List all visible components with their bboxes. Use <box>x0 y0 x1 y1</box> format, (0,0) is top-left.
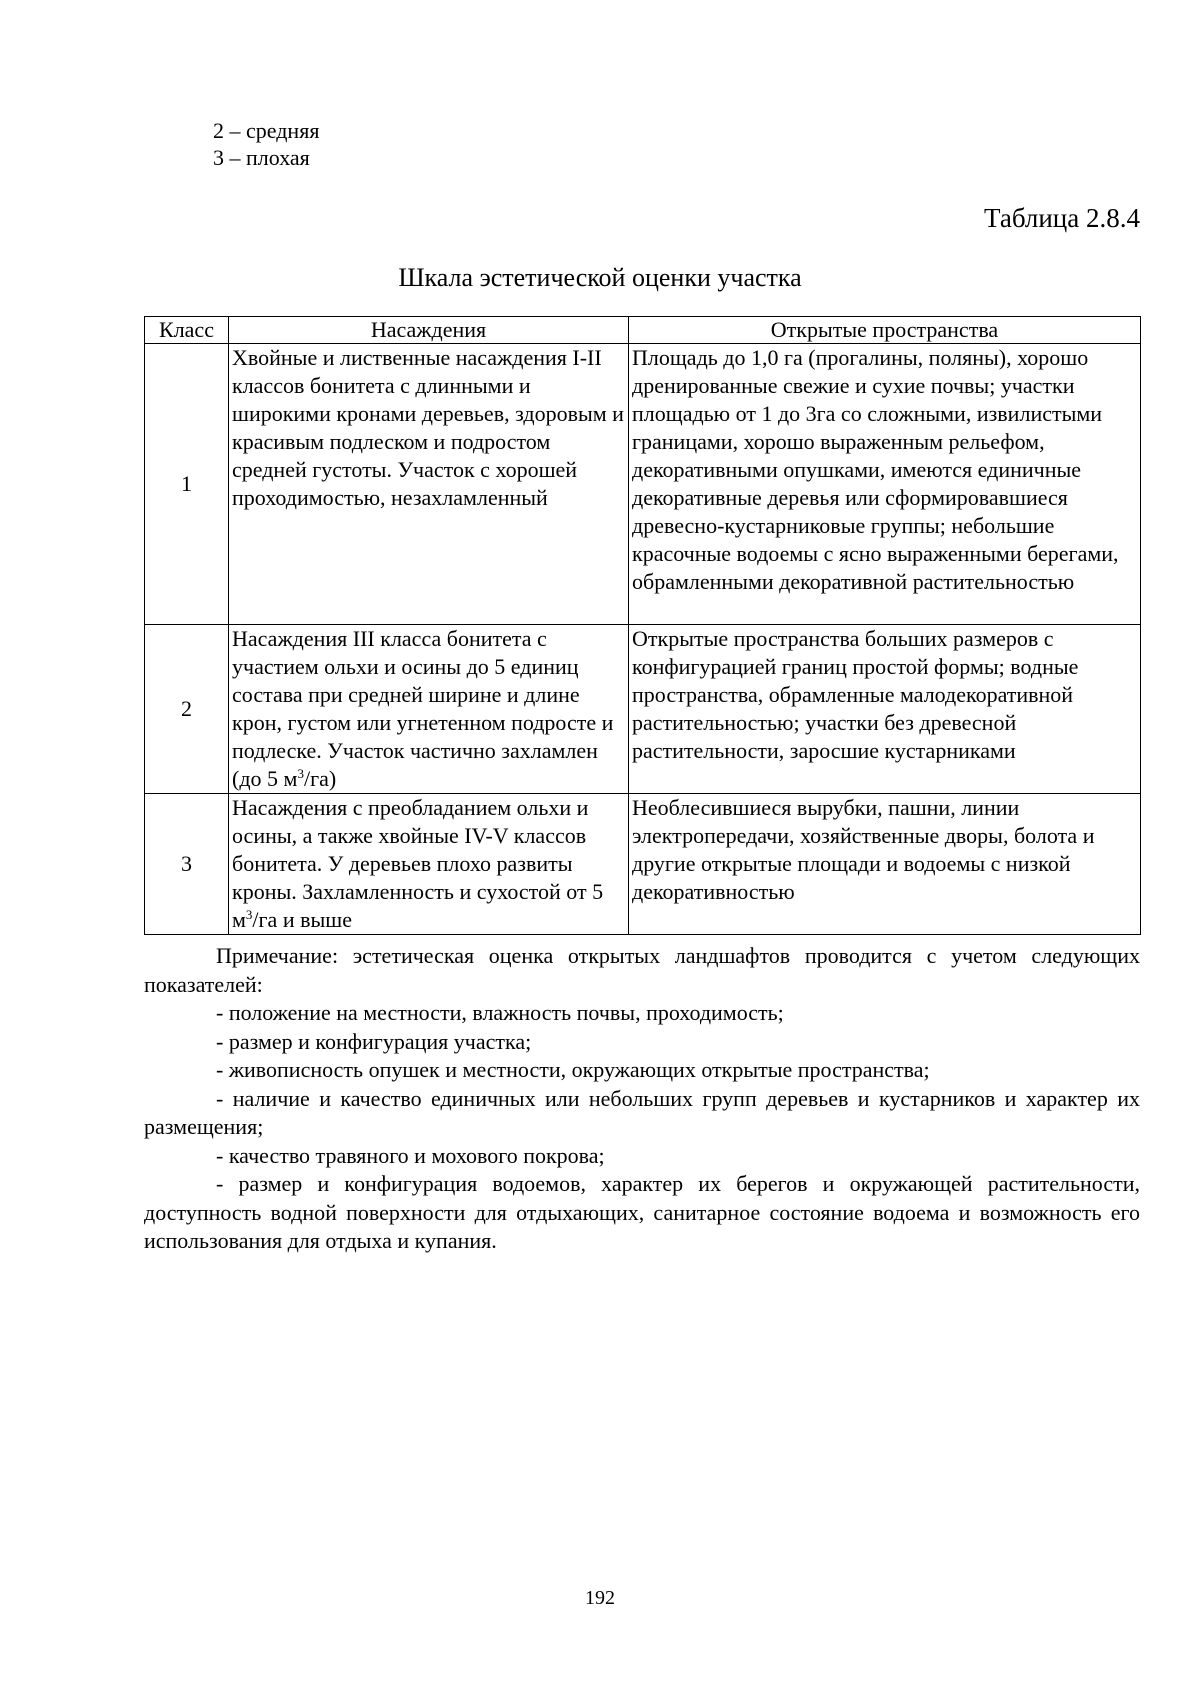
plantings-cell: Хвойные и лиственные насаждения I-II классов бонитета с длинными и широкими кронами деревьев, здоровым и красивым подлеском и подростом средней густоты. Участок с хорошей проходимостью, незахламленный <box>229 344 629 625</box>
class-cell: 1 <box>145 344 229 625</box>
table-row <box>145 625 1141 794</box>
open-spaces-cell: Необлесившиеся вырубки, пашни, линии электропередачи, хозяйственные дворы, болота и другие открытые площади и водоемы с низкой декоративностью <box>629 794 1141 935</box>
class-cell: 2 <box>145 625 229 794</box>
note-item: - качество травяного и мохового покрова; <box>216 1142 605 1168</box>
plantings-cell <box>229 794 629 935</box>
note-item: - живописность опушек и местности, окружающих открытые пространства; <box>216 1057 930 1082</box>
open-spaces-cell: Площадь до 1,0 га (прогалины, поляны), хорошо дренированные свежие и сухие почвы; участки площадью от 1 до 3га со сложными, извилистыми границами, хорошо выраженным рельефом, декоративными опушками, имеются единичные декоративные деревья или сформировавшиеся древесно-кустарниковые группы; небольшие красочные водоемы с ясно выраженными берегами, обрамленными декоративной растительностью <box>629 344 1141 625</box>
superscript-3: 3 <box>245 907 253 922</box>
table-label: Таблица 2.8.4 <box>984 203 1140 233</box>
rating-list <box>213 117 319 171</box>
plantings-tail: /га и выше <box>252 907 352 932</box>
plantings-tail: /га) <box>303 766 337 791</box>
open-spaces-cell: Открытые пространства больших размеров с конфигурацией границ простой формы; водные пространства, обрамленные малодекоративной растительностью; участки без древесной растительности, заросшие кустарниками <box>629 625 1141 794</box>
note-item: - наличие и качество единичных или небольших групп деревьев и кустарников и характер их размещения; <box>144 1085 1140 1139</box>
header-plantings: Насаждения <box>229 317 629 344</box>
table-row <box>145 794 1141 935</box>
table-header-row <box>145 317 1141 344</box>
rating-item-2: 2 – средняя <box>213 118 320 143</box>
table-row <box>145 344 1141 625</box>
page-number: 192 <box>585 1587 615 1609</box>
note-item: - положение на местности, влажность почвы, проходимость; <box>216 1000 784 1025</box>
class-cell: 3 <box>145 794 229 935</box>
table-title: Шкала эстетической оценки участка <box>398 263 802 292</box>
plantings-text: Насаждения III класса бонитета с участием ольхи и осины до 5 единиц состава при средней ширине и длине крон, густом или угнетенном подросте и подлеске. Участок частично захламлен (до 5 м <box>232 626 614 791</box>
aesthetic-scale-table <box>144 316 1141 935</box>
note-item: - размер и конфигурация водоемов, характер их берегов и окружающей растительности, доступность водной поверхности для отдыхающих, санитарное состояние водоема и возможность его использования для отдыха и купания. <box>144 1171 1140 1253</box>
superscript-3: 3 <box>297 766 304 781</box>
header-open-spaces: Открытые пространства <box>629 317 1141 344</box>
note-intro: Примечание: эстетическая оценка открытых ландшафтов проводится с учетом следующих показателей: <box>144 943 1140 997</box>
plantings-cell <box>229 625 629 794</box>
note-item: - размер и конфигурация участка; <box>216 1028 532 1054</box>
rating-item-3: 3 – плохая <box>213 145 310 170</box>
plantings-text: Насаждения с преобладанием ольхи и осины, а также хвойные IV-V классов бонитета. У деревьев плохо развиты кроны. Захламленность и сухостой от 5 м <box>232 795 604 932</box>
header-class: Класс <box>145 317 229 344</box>
note-section <box>144 942 1140 1256</box>
